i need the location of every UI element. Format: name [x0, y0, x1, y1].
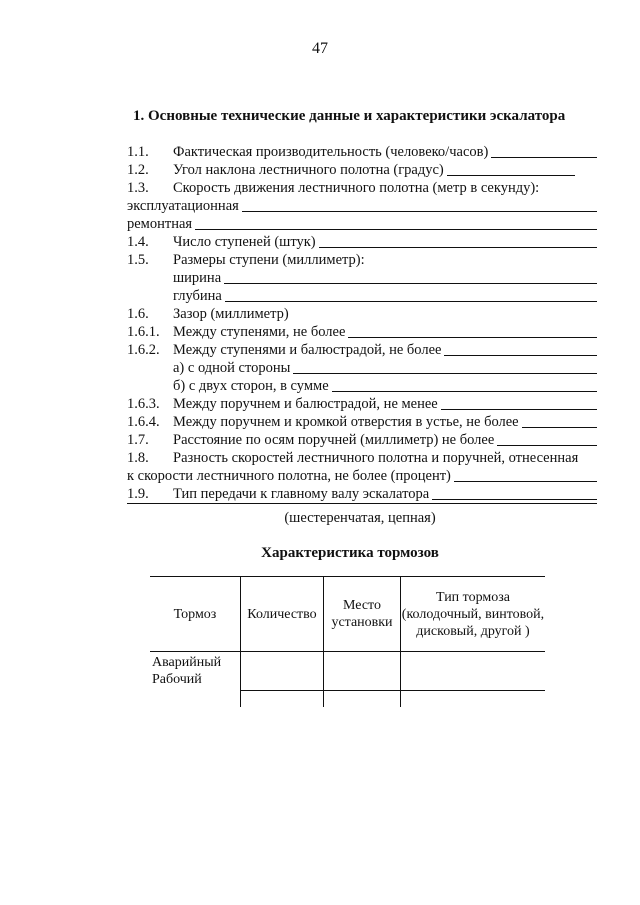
item-number: 1.5. — [127, 252, 149, 268]
item-label: глубина — [173, 288, 222, 304]
item-label: Между поручнем и кромкой отверстия в устье, не более — [173, 414, 519, 430]
table-row — [150, 690, 545, 707]
brake-kind-cell[interactable] — [401, 652, 546, 691]
form-line — [127, 429, 597, 449]
form-line — [127, 447, 597, 467]
form-line — [127, 339, 597, 359]
item-label: Зазор (миллиметр) — [173, 306, 289, 322]
fill-in-blank[interactable] — [332, 391, 597, 392]
location-cell[interactable] — [324, 652, 401, 691]
transmission-caption: (шестеренчатая, цепная) — [284, 510, 436, 526]
form-line — [127, 141, 597, 161]
item-number: 1.6.2. — [127, 342, 160, 358]
item-label: ремонтная — [127, 216, 193, 232]
section-title: 1. Основные технические данные и характеристики эскалатора — [133, 108, 566, 124]
empty-cell — [324, 690, 401, 707]
item-number: 1.6.1. — [127, 324, 160, 340]
item-label: к скорости лестничного полотна, не более (процент) — [127, 468, 451, 484]
fill-in-blank[interactable] — [242, 211, 597, 212]
page-number: 47 — [312, 40, 328, 57]
form-line — [127, 483, 597, 503]
brakes-table — [150, 576, 545, 707]
item-label: Расстояние по осям поручней (миллиметр) не более — [173, 432, 495, 448]
empty-cell — [401, 690, 546, 707]
item-number: 1.1. — [127, 144, 149, 160]
fill-in-blank[interactable] — [444, 355, 597, 356]
header-brake: Тормоз — [150, 577, 241, 652]
item-label: Размеры ступени (миллиметр): — [173, 252, 365, 268]
header-quantity: Количество — [241, 577, 324, 652]
form-line — [127, 303, 597, 323]
item-label: Фактическая производительность (человеко/часов) — [173, 144, 489, 160]
fill-in-blank[interactable] — [447, 175, 575, 176]
item-label: Между ступенями, не более — [173, 324, 346, 340]
form-line — [173, 285, 597, 305]
header-location: Место установки — [324, 577, 401, 652]
item-number: 1.3. — [127, 180, 149, 196]
form-line — [127, 465, 597, 485]
fill-in-blank[interactable] — [441, 409, 597, 410]
fill-in-blank[interactable] — [454, 481, 597, 482]
fill-in-blank[interactable] — [348, 337, 597, 338]
item-label: а) с одной стороны — [173, 360, 291, 376]
empty-cell — [241, 690, 324, 707]
form-line — [173, 357, 597, 377]
item-label: Число ступеней (штук) — [173, 234, 316, 250]
fill-in-blank[interactable] — [497, 445, 597, 446]
item-number: 1.6.4. — [127, 414, 160, 430]
item-label: Между поручнем и балюстрадой, не менее — [173, 396, 438, 412]
item-number: 1.4. — [127, 234, 149, 250]
form-line — [173, 267, 597, 287]
item-label: эксплуатационная — [127, 198, 239, 214]
item-label: Тип передачи к главному валу эскалатора — [173, 486, 430, 502]
item-label: Угол наклона лестничного полотна (градус) — [173, 162, 444, 178]
item-label: Скорость движения лестничного полотна (метр в секунду): — [173, 180, 540, 196]
brake-type-cell: Аварийный Рабочий — [150, 652, 241, 691]
fill-in-blank[interactable] — [225, 301, 597, 302]
transmission-blank-line[interactable] — [127, 503, 597, 504]
form-line — [127, 159, 597, 179]
fill-in-blank[interactable] — [224, 283, 597, 284]
item-label: Разность скоростей лестничного полотна и поручней, отнесенная — [173, 450, 579, 466]
form-line — [173, 375, 597, 395]
form-line — [127, 411, 597, 431]
fill-in-blank[interactable] — [195, 229, 597, 230]
form-line — [127, 249, 597, 269]
fill-in-blank[interactable] — [491, 157, 597, 158]
item-number: 1.6. — [127, 306, 149, 322]
form-line — [127, 195, 597, 215]
fill-in-blank[interactable] — [432, 499, 597, 500]
form-line — [127, 231, 597, 251]
empty-cell — [150, 690, 241, 707]
form-line — [127, 177, 597, 197]
item-number: 1.6.3. — [127, 396, 160, 412]
header-brake-type: Тип тормоза (колодочный, винтовой, дисковый, другой ) — [401, 577, 546, 652]
item-number: 1.7. — [127, 432, 149, 448]
item-number: 1.8. — [127, 450, 149, 466]
table-header-row — [150, 577, 545, 652]
item-number: 1.9. — [127, 486, 149, 502]
item-label: б) с двух сторон, в сумме — [173, 378, 329, 394]
form-line — [127, 213, 597, 233]
item-label: Между ступенями и балюстрадой, не более — [173, 342, 442, 358]
table-row — [150, 652, 545, 691]
item-label: ширина — [173, 270, 222, 286]
fill-in-blank[interactable] — [522, 427, 597, 428]
form-line — [127, 393, 597, 413]
fill-in-blank[interactable] — [293, 373, 597, 374]
item-number: 1.2. — [127, 162, 149, 178]
form-line — [127, 321, 597, 341]
quantity-cell[interactable] — [241, 652, 324, 691]
brakes-title: Характеристика тормозов — [261, 545, 439, 561]
fill-in-blank[interactable] — [319, 247, 597, 248]
